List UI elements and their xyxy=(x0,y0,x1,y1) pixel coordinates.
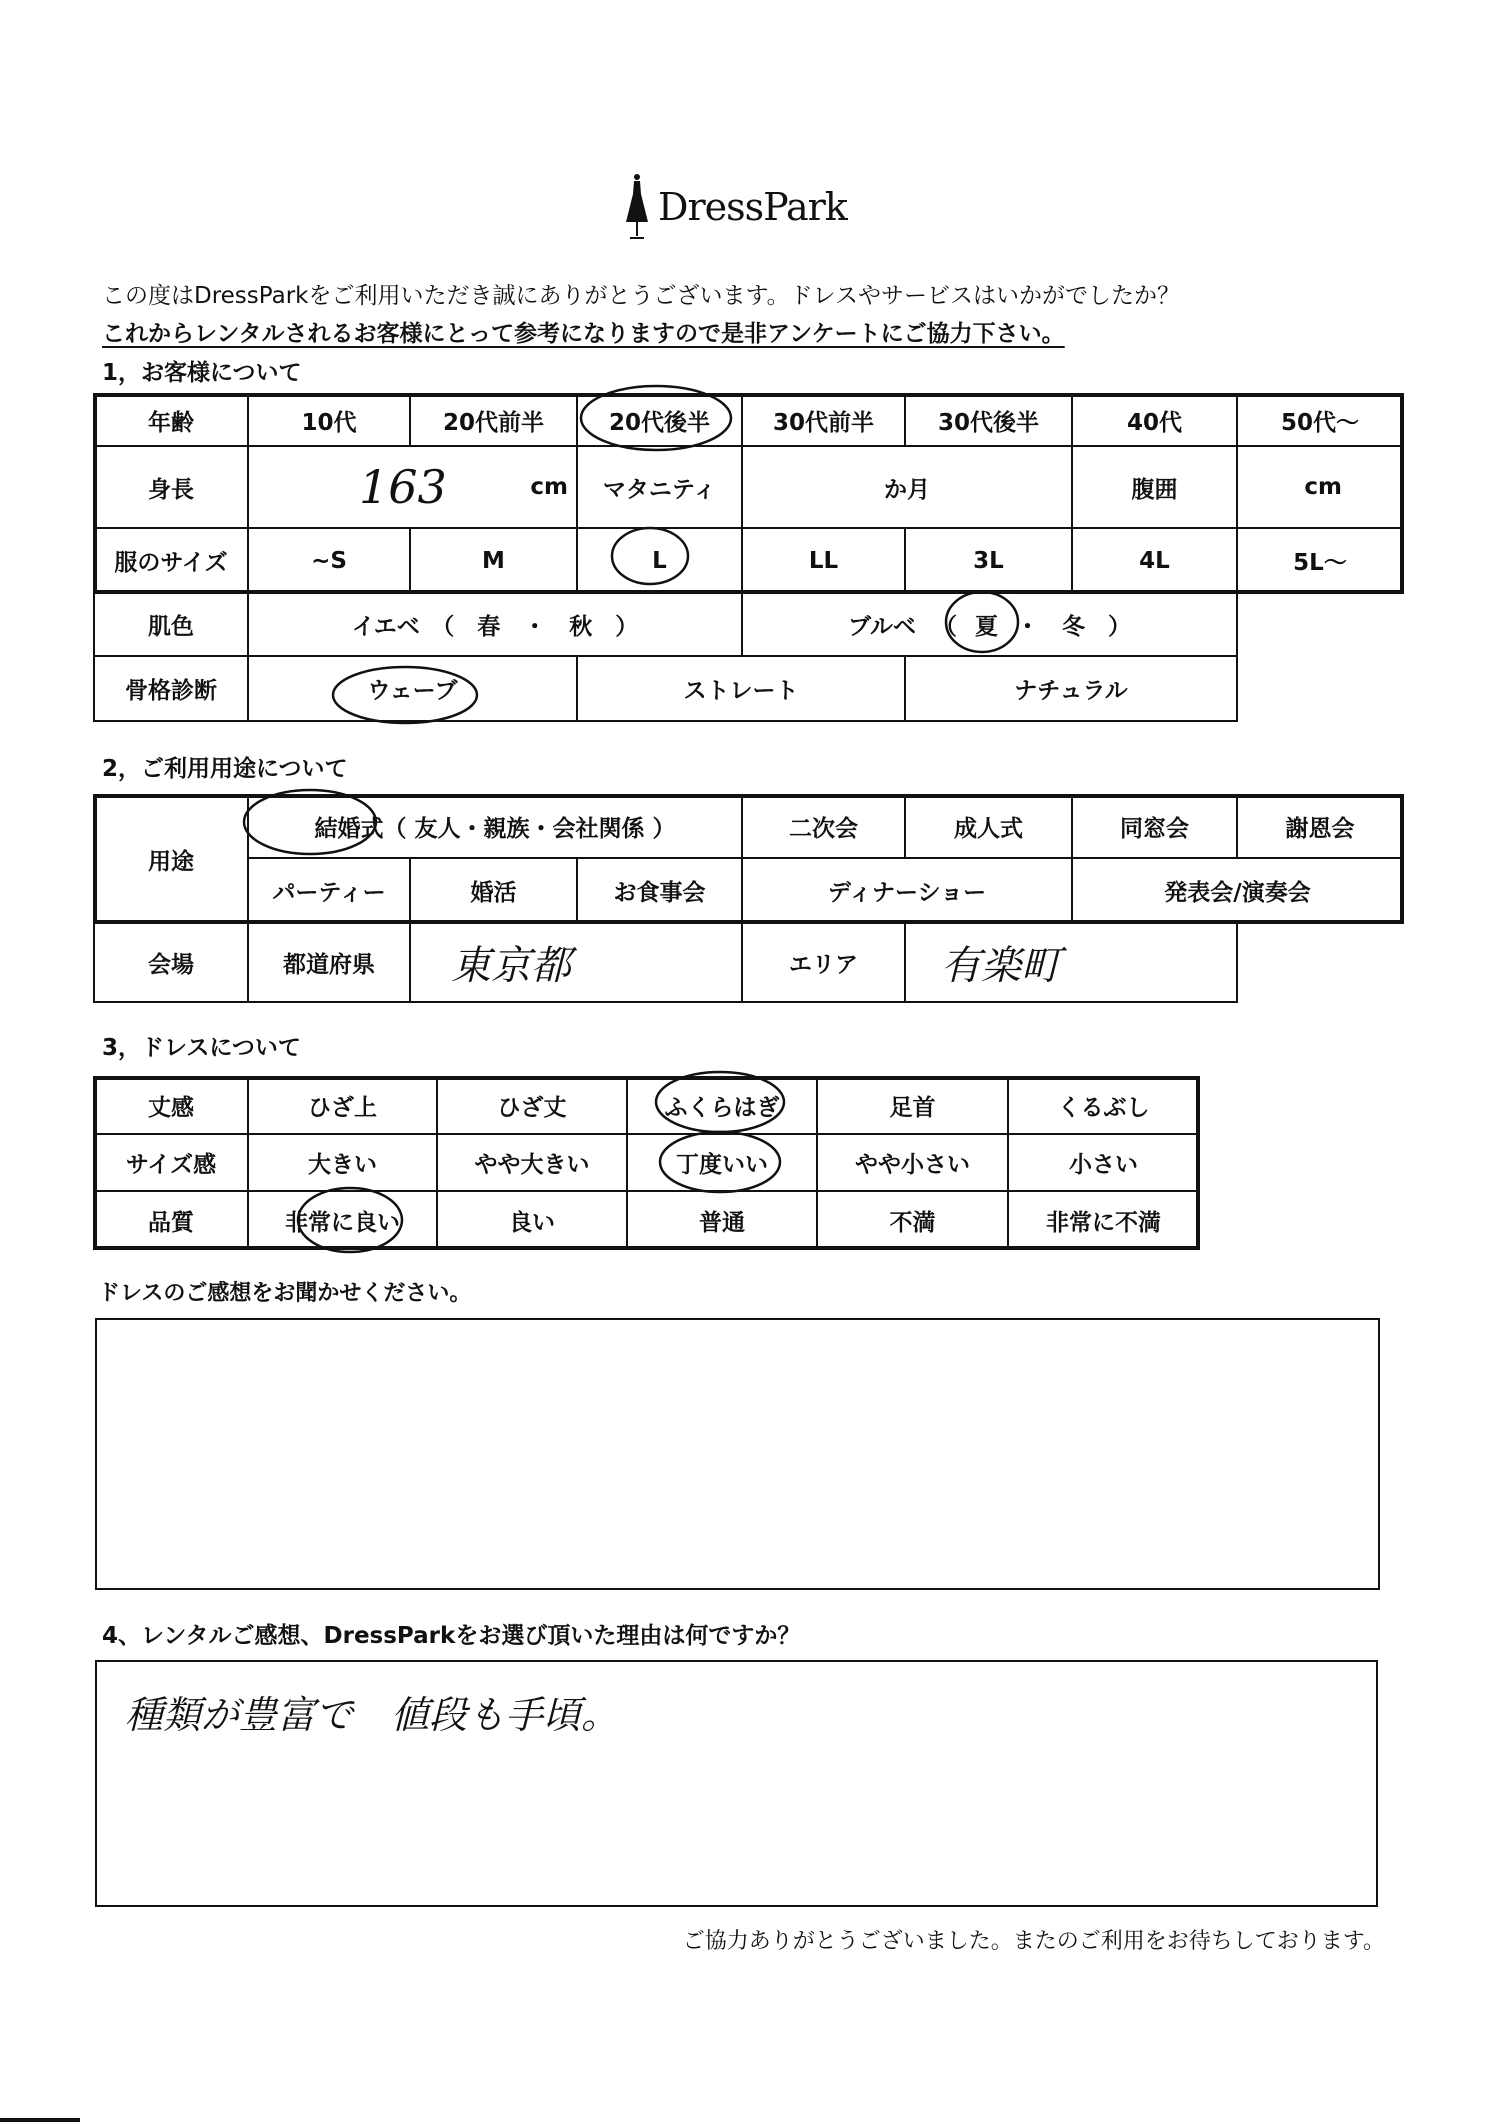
size-option[interactable]: LL xyxy=(741,527,906,594)
skin-label: 肌色 xyxy=(93,592,249,657)
age-option[interactable]: 20代前半 xyxy=(409,393,578,447)
purpose-option[interactable]: 謝恩会 xyxy=(1236,794,1404,859)
height-value: 163 xyxy=(359,460,447,514)
size-option[interactable]: 5L～ xyxy=(1236,527,1404,594)
section4-title: 4、レンタルご感想、DressParkをお選び頂いた理由は何ですか？ xyxy=(102,1623,801,1649)
section2-title: 2，ご利用用途について xyxy=(102,756,348,782)
age-option[interactable]: 20代後半 xyxy=(576,393,743,447)
dress-option[interactable]: 足首 xyxy=(816,1076,1009,1135)
dress-icon xyxy=(622,172,652,242)
size-option[interactable]: 4L xyxy=(1071,527,1238,594)
purpose-option[interactable]: 二次会 xyxy=(741,794,906,859)
frame-option[interactable]: ウェーブ xyxy=(247,655,578,722)
dress-option[interactable]: やや小さい xyxy=(816,1133,1009,1192)
height-field[interactable] xyxy=(247,445,578,529)
purpose-option[interactable]: パーティー xyxy=(247,857,411,924)
footer-thanks: ご協力ありがとうございました。またのご利用をお待ちしております。 xyxy=(682,1929,1385,1954)
area-label: エリア xyxy=(741,922,906,1003)
dress-option[interactable]: 小さい xyxy=(1007,1133,1200,1192)
size-option[interactable]: L xyxy=(576,527,743,594)
dress-option[interactable]: ひざ上 xyxy=(247,1076,438,1135)
size-option[interactable]: ~S xyxy=(247,527,411,594)
skin-yellow-option[interactable]: イエベ （ 春 ・ 秋 ） xyxy=(247,592,743,657)
age-option[interactable]: 50代～ xyxy=(1236,393,1404,447)
dress-option[interactable]: 非常に良い xyxy=(247,1190,438,1250)
purpose-option[interactable]: 成人式 xyxy=(904,794,1073,859)
skin-blue-paren: （ xyxy=(934,614,958,640)
maternity-months-field[interactable]: か月 xyxy=(741,445,1073,529)
intro-line-2: これからレンタルされるお客様にとって参考になりますので是非アンケートにご協力下さい。 xyxy=(102,321,1065,347)
reason-textarea[interactable] xyxy=(95,1660,1378,1907)
frame-option[interactable]: ナチュラル xyxy=(904,655,1238,722)
dress-option[interactable]: 大きい xyxy=(247,1133,438,1192)
intro-line-1: この度はDressParkをご利用いただき誠にありがとうございます。ドレスやサービスはいかがでしたか？ xyxy=(102,283,1180,309)
purpose-option[interactable]: 婚活 xyxy=(409,857,578,924)
reason-answer: 種類が豊富で 値段も手頃。 xyxy=(125,1693,620,1737)
purpose-option[interactable]: お食事会 xyxy=(576,857,743,924)
venue-label: 会場 xyxy=(93,922,249,1003)
purpose-option[interactable]: 結婚式（ 友人・親族・会社関係 ） xyxy=(247,794,743,859)
purpose-option[interactable]: ディナーショー xyxy=(741,857,1073,924)
dress-row-label: サイズ感 xyxy=(93,1133,249,1192)
dress-option[interactable]: ふくらはぎ xyxy=(626,1076,818,1135)
skin-blue-prefix: ブルベ xyxy=(847,614,917,640)
section3-title: 3，ドレスについて xyxy=(102,1035,301,1061)
dress-option[interactable]: くるぶし xyxy=(1007,1076,1200,1135)
prefecture-label: 都道府県 xyxy=(247,922,411,1003)
purpose-option[interactable]: 同窓会 xyxy=(1071,794,1238,859)
maternity-label: マタニティ xyxy=(576,445,743,529)
dress-row-label: 品質 xyxy=(93,1190,249,1250)
skin-blue-summer: 夏 xyxy=(975,614,999,640)
scan-edge-mark xyxy=(0,2118,80,2122)
skin-blue-winter: ・ 冬 ） xyxy=(1016,614,1132,640)
height-unit: cm xyxy=(530,474,568,500)
area-field[interactable]: 有楽町 xyxy=(904,922,1238,1003)
age-label: 年齢 xyxy=(93,393,249,447)
impressions-textarea[interactable] xyxy=(95,1318,1380,1590)
impressions-label: ドレスのご感想をお聞かせください。 xyxy=(98,1281,472,1306)
purpose-option[interactable]: 発表会/演奏会 xyxy=(1071,857,1404,924)
logo xyxy=(622,172,847,242)
dress-option[interactable]: ひざ丈 xyxy=(436,1076,628,1135)
size-label: 服のサイズ xyxy=(93,527,249,594)
age-option[interactable]: 40代 xyxy=(1071,393,1238,447)
waist-field[interactable]: cm xyxy=(1236,445,1404,529)
frame-option[interactable]: ストレート xyxy=(576,655,906,722)
dress-option[interactable]: やや大きい xyxy=(436,1133,628,1192)
age-option[interactable]: 30代前半 xyxy=(741,393,906,447)
age-option[interactable]: 30代後半 xyxy=(904,393,1073,447)
skin-blue-option[interactable] xyxy=(741,592,1238,657)
frame-label: 骨格診断 xyxy=(93,655,249,722)
height-label: 身長 xyxy=(93,445,249,529)
size-option[interactable]: M xyxy=(409,527,578,594)
dress-option[interactable]: 不満 xyxy=(816,1190,1009,1250)
brand-name: DressPark xyxy=(658,185,847,229)
dress-option[interactable]: 普通 xyxy=(626,1190,818,1250)
size-option[interactable]: 3L xyxy=(904,527,1073,594)
waist-label: 腹囲 xyxy=(1071,445,1238,529)
dress-row-label: 丈感 xyxy=(93,1076,249,1135)
prefecture-field[interactable]: 東京都 xyxy=(409,922,743,1003)
age-option[interactable]: 10代 xyxy=(247,393,411,447)
dress-option[interactable]: 丁度いい xyxy=(626,1133,818,1192)
dress-option[interactable]: 非常に不満 xyxy=(1007,1190,1200,1250)
purpose-label: 用途 xyxy=(93,794,249,924)
dress-option[interactable]: 良い xyxy=(436,1190,628,1250)
section1-title: 1，お客様について xyxy=(102,360,302,386)
